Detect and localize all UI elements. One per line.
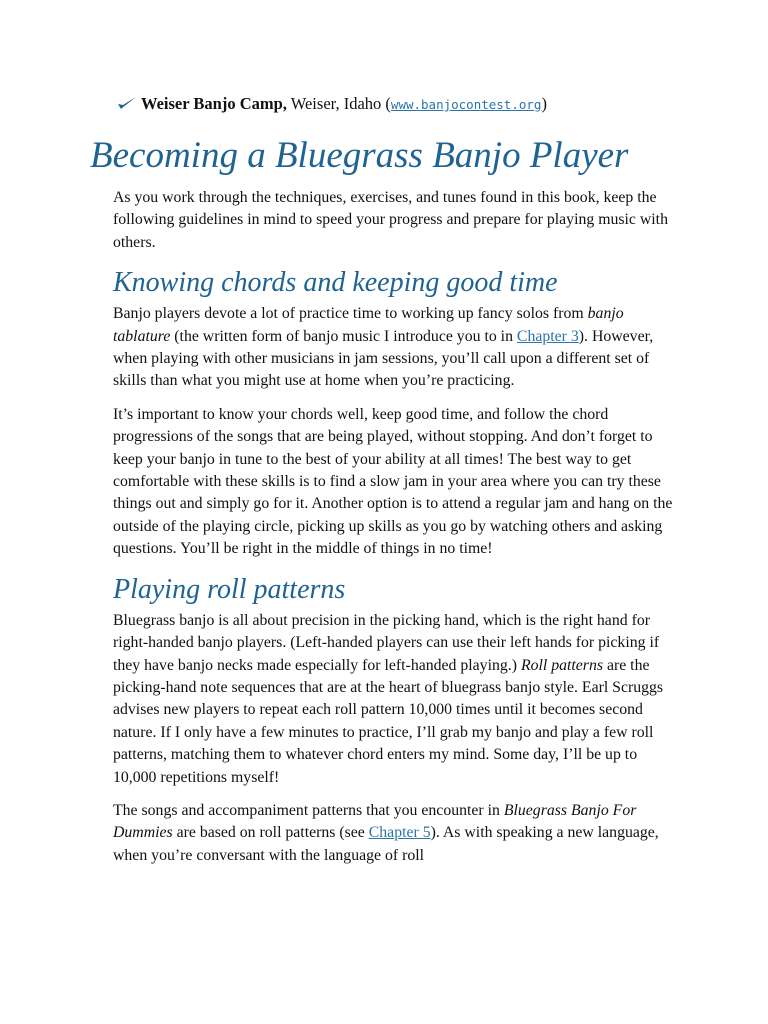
main-content	[113, 187, 673, 878]
chords-paragraph-2: It’s important to know your chords well, keep good time, and follow the chord progressions of the songs that are being played, without stopping. And don’t forget to keep your banjo in tune to the best of your ability at all times! The best way to get comfortable with these skills is to find a slow jam in your area where you can try these things out and simply go for it. Another option is to attend a regular jam and hang on the outside of the playing circle, picking up skills as you go by watching others and asking questions. You’ll be right in the middle of things in no time!	[113, 405, 673, 558]
text-run: ). As with speaking a new language, when you’re conversant with the language of roll	[113, 824, 659, 864]
italic-book-title: Bluegrass Banjo For Dummies	[113, 801, 637, 842]
checkmark-icon	[117, 96, 137, 110]
text-run: Bluegrass banjo is all about precision in the picking hand, which is the right hand for right-handed banjo players. (Left-handed players can use their left hands for picking if they have banjo necks made especially for left-handed playing.)	[113, 611, 660, 674]
chapter-3-link[interactable]: Chapter 3	[516, 327, 579, 345]
text-run: are based on roll patterns (see	[172, 824, 369, 842]
text-run: The songs and accompaniment patterns that you encounter in	[113, 801, 504, 819]
text-run: Banjo players devote a lot of practice time to working up fancy solos from	[113, 305, 588, 323]
chapter-5-link[interactable]: Chapter 5	[368, 824, 431, 842]
chords-paragraph-1	[113, 303, 673, 393]
page-title: Becoming a Bluegrass Banjo Player	[90, 135, 629, 176]
camp-list-item	[117, 93, 547, 116]
camp-close-paren: )	[541, 94, 547, 113]
camp-url-link[interactable]: www.banjocontest.org	[390, 97, 542, 112]
section-heading-roll-patterns: Playing roll patterns	[113, 573, 346, 605]
italic-term: banjo tablature	[113, 305, 624, 345]
text-run: (the written form of banjo music I introduce you to in	[170, 327, 517, 345]
text-run: are the picking-hand note sequences that are at the heart of bluegrass banjo style. Earl Scruggs advises new players to repeat each roll pattern 10,000 times until it becomes second nature. If I only have a few minutes to practice, I’ll grab my banjo and play a few roll patterns, matching them to whatever chord enters my mind. Some day, I’ll be up to 10,000 repetitions myself!	[113, 656, 664, 786]
camp-name: Weiser Banjo Camp,	[141, 94, 287, 113]
camp-location: Weiser, Idaho (	[286, 94, 391, 113]
roll-paragraph-1	[113, 610, 673, 789]
italic-term: Roll patterns	[520, 656, 603, 674]
intro-paragraph: As you work through the techniques, exercises, and tunes found in this book, keep the following guidelines in mind to speed your progress and prepare for playing music with others.	[113, 189, 668, 251]
roll-paragraph-2	[113, 800, 673, 867]
text-run: ). However, when playing with other musicians in jam sessions, you’ll call upon a different set of skills than what you might use at home when you’re practicing.	[113, 327, 654, 390]
section-heading-chords: Knowing chords and keeping good time	[113, 267, 558, 299]
